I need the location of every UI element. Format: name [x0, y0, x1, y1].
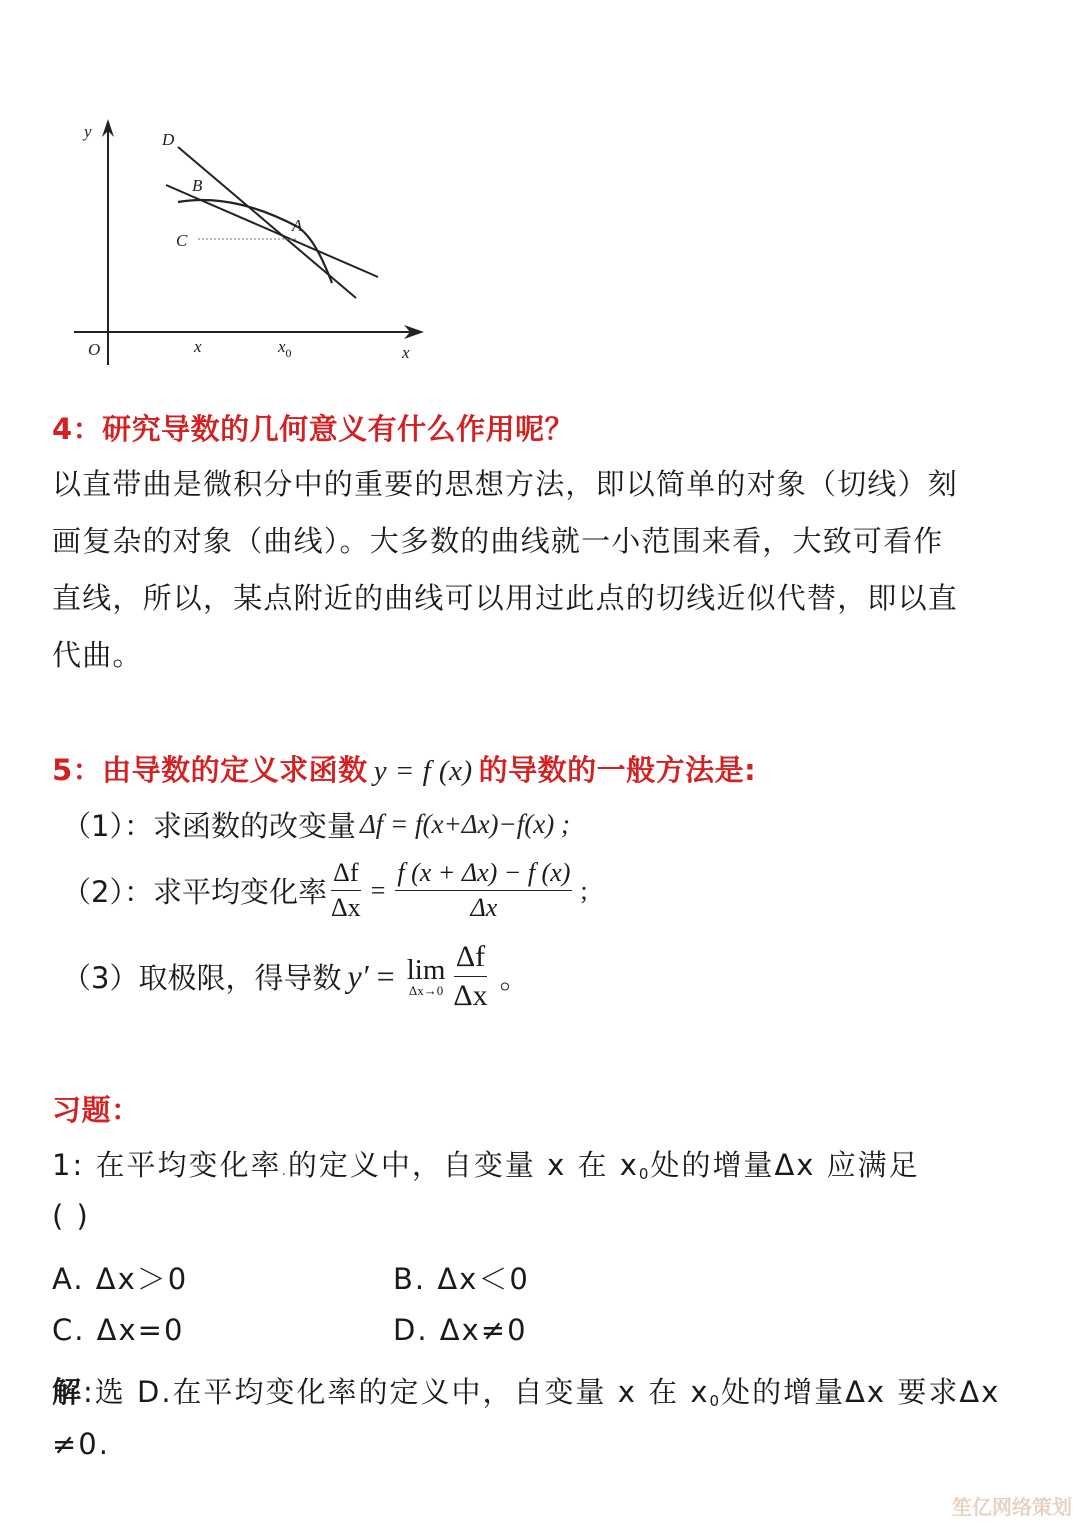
- step3-equals: =: [376, 958, 395, 994]
- solution-line-2: ≠0.: [52, 1427, 110, 1461]
- step2-frac2-num: f (x + Δx) − f (x): [395, 858, 572, 891]
- q1-subscript: 0: [638, 1165, 651, 1183]
- label-b: B: [192, 176, 203, 195]
- q1-text-3: 处的增量Δx 应满足: [650, 1148, 920, 1182]
- option-b: B. Δx＜0: [393, 1262, 530, 1296]
- label-c: C: [176, 231, 188, 250]
- step2-frac1-den: Δx: [330, 893, 361, 922]
- step3-limit: [407, 954, 446, 999]
- q1-text-1: 1: 在平均变化率: [52, 1148, 282, 1182]
- step2-frac2-den: Δx: [470, 893, 498, 922]
- solution-text-2: 处的增量Δx 要求Δx: [721, 1375, 1001, 1409]
- label-origin: O: [88, 340, 101, 359]
- label-x-tick: x: [194, 337, 202, 356]
- section5-heading-math: y = f (x): [373, 755, 473, 787]
- step2-label: （2）：求平均变化率: [62, 875, 327, 909]
- option-c: C. Δx=0: [52, 1313, 185, 1347]
- question-1-paren: ( ): [52, 1199, 90, 1233]
- step1-label: （1）：求函数的改变量: [62, 809, 356, 843]
- step-1: [62, 804, 570, 845]
- section5-heading-suffix: 的导数的一般方法是:: [478, 753, 757, 787]
- section4-line: 以直带曲是微积分中的重要的思想方法，即以简单的对象（切线）刻: [52, 467, 959, 501]
- section4-line: 画复杂的对象（曲线）。大多数的曲线就一小范围来看，大致可看作: [52, 524, 944, 558]
- option-d: D. Δx≠0: [393, 1313, 528, 1347]
- section4-paragraph: [52, 456, 1037, 684]
- step2-frac1-num: Δf: [331, 858, 360, 891]
- option-a: A. Δx＞0: [52, 1262, 189, 1296]
- section4-line: 直线，所以，某点附近的曲线可以用过此点的切线近似代替，即以直: [52, 581, 959, 615]
- step1-formula: Δf = f(x+Δx)−f(x) ;: [359, 809, 570, 839]
- exercise-heading: 习题：: [52, 1093, 141, 1127]
- step3-lim-sub: Δx→0: [408, 983, 444, 998]
- step2-fraction-1: [331, 858, 361, 923]
- question-1: [52, 1143, 920, 1184]
- step2-end: ;: [580, 875, 588, 905]
- label-y: y: [84, 122, 92, 141]
- q1-dot: .: [281, 1163, 288, 1179]
- step3-label: （3）取极限，得导数: [62, 961, 342, 995]
- secant-line-ba: [166, 185, 378, 277]
- step-3: [62, 940, 529, 1013]
- step3-end: 。: [499, 961, 529, 995]
- label-x-axis: x: [402, 343, 410, 362]
- solution-text-1: :选 D.在平均变化率的定义中，自变量 x 在 x: [83, 1375, 710, 1409]
- section5-heading: [52, 748, 756, 789]
- step3-frac-den: Δx: [453, 979, 488, 1012]
- tangent-graph: [60, 115, 440, 375]
- label-a: A: [292, 216, 303, 235]
- section4-line: 代曲。: [52, 638, 143, 672]
- step3-lim-word: lim: [406, 954, 446, 986]
- step2-equals: =: [370, 875, 386, 905]
- q1-text-2: 的定义中，自变量 x 在 x: [287, 1148, 639, 1182]
- step-2: [62, 858, 588, 923]
- step3-fraction: [453, 940, 487, 1013]
- step2-fraction-2: [395, 858, 572, 923]
- step3-y-prime: y′: [347, 958, 369, 994]
- section5-heading-prefix: 5：由导数的定义求函数: [52, 753, 368, 787]
- step3-frac-num: Δf: [454, 940, 487, 977]
- label-x0: $x_0$: [278, 337, 292, 360]
- watermark: 笙亿网络策划: [952, 1495, 1072, 1519]
- solution-subscript: 0: [709, 1392, 722, 1410]
- label-d: D: [162, 130, 175, 149]
- solution-label: 解: [52, 1375, 84, 1409]
- section4-heading: 4：研究导数的几何意义有什么作用呢？: [52, 412, 575, 446]
- solution: [52, 1370, 1000, 1411]
